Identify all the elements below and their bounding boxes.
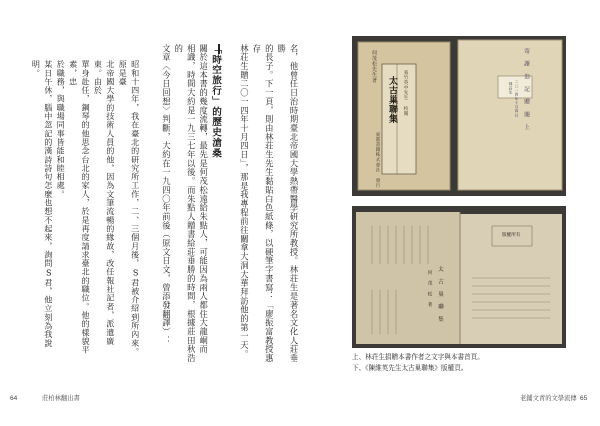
text-line: 的長子。下一頁，則由林荘生先生黏貼白色紙條，以硬筆字書寫：「廖振富教授惠存 xyxy=(251,44,275,363)
text-line: 昭和十四年，我在臺北的研究所工作，二、三個月後，S君被介紹到所內來。原是臺 xyxy=(118,60,141,356)
text-line: 文章〈今日回想〉判斷，大約在一九四〇年前後（原文日文，曾添發翻譯）： xyxy=(161,44,172,345)
running-head-right: 老鋪文青的文學流傳 xyxy=(520,395,577,402)
caption-bottom: 下、《陳維英先生太古巢聯集》版權頁。 xyxy=(352,364,468,372)
text-line: 某日午休，腦中忽記的漢詩詩句怎麼也想不起來，詢問S君，他立刻為我說明。 xyxy=(31,60,54,348)
cover-title: 太古巢聯集 xyxy=(387,76,397,124)
book-covers-image xyxy=(352,36,566,196)
colophon-rights: 版權所有 xyxy=(502,233,521,238)
dedication-signature: 林荘生 xyxy=(509,82,513,95)
text-line: 關於這本書的幾度流轉，最先是何茂松遠給朱點人，可能因為兩人都住大龍峒而 xyxy=(198,44,209,354)
page-number-right: 65 xyxy=(580,395,588,402)
text-line: 名，他曾任日治時期臺北帝國大學熱帶醫學研究所教授。林荘生是著名文化人莊垂勝 xyxy=(276,44,300,363)
colophon-image xyxy=(352,206,566,348)
colophon-author: 何 茂 松 著 xyxy=(427,270,432,308)
text-line: 北帝國大學的技術人員的他，因為文筆流暢的緣故，改任報社記者，派遣廣東。由於 xyxy=(93,60,116,346)
text-line: 單身赴任，鋼琴的他思念台北的家人，於是再度請求臺北的職位。他的樣貌平素，忠 xyxy=(68,60,92,355)
right-page xyxy=(300,0,600,426)
dedication-date: 二〇一四年十月四日 xyxy=(515,80,519,118)
letter-quote xyxy=(30,60,142,360)
dedication-title: 寄 謝 翁 記 贈 閱 上 xyxy=(523,48,529,131)
caption-top: 上、林荘生捐贈本書作者之文字與本書首頁。 xyxy=(352,353,484,361)
text-line: 於職務，與職場同事皆能和睦相處。 xyxy=(56,60,67,199)
section-heading: 「時空旅行」的歷史滄桑 xyxy=(210,44,221,159)
cover-author: 何茂松先生著 xyxy=(371,50,377,84)
colophon-title: 太 古 巢 聯 集 xyxy=(437,266,443,323)
photo-book-covers xyxy=(352,36,566,196)
history-paragraph xyxy=(160,44,210,364)
photo-colophon xyxy=(352,206,566,348)
text-line: 相識，時間大約是一九三七年以後。而朱點人贈書給莊垂勝的時間，根據莊田秋浩的 xyxy=(173,44,197,363)
cover-publisher: 東都書籍株式會社 發行 xyxy=(375,132,380,189)
cover-editor: 張竹英中先生 校閱 xyxy=(403,70,408,116)
intro-paragraph xyxy=(238,44,300,364)
text-line: 林荘生贈二〇一四年十月四日」，那是我專程前往關拿大洞大華拜訪他的第一天。 xyxy=(239,44,250,359)
running-head-left: 莊柏林翻出書 xyxy=(42,395,80,402)
page-number-left: 64 xyxy=(10,395,18,402)
